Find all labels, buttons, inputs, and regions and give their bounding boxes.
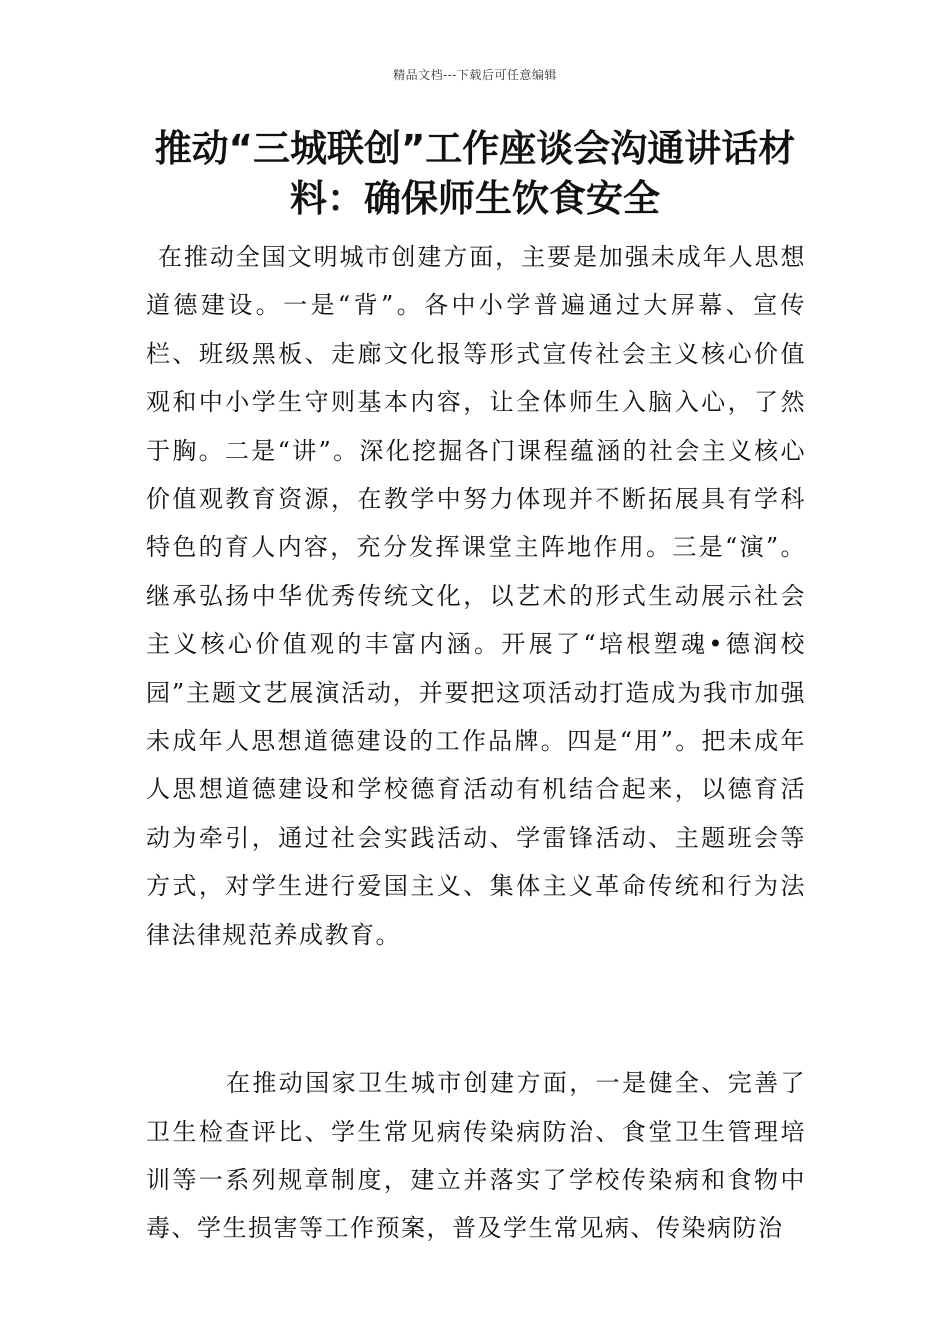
document-title: 推动“三城联创”工作座谈会沟通讲话材料：确保师生饮食安全 — [154, 127, 796, 220]
paragraph-gap — [146, 959, 806, 1059]
header-note: 精品文档---下载后可任意编辑 — [393, 68, 557, 82]
document-body — [146, 233, 806, 1253]
paragraph-civilized-city: 在推动全国文明城市创建方面，主要是加强未成年人思想道德建设。一是“背”。各中小学普遍通过大屏幕、宣传栏、班级黑板、走廊文化报等形式宣传社会主义核心价值观和中小学生守则基本内容，让全体师生入脑入心，了然于胸。二是“讲”。深化挖掘各门课程蕴涵的社会主义核心价值观教育资源，在教学中努力体现并不断拓展具有学科特色的育人内容，充分发挥课堂主阵地作用。三是“演”。继承弘扬中华优秀传统文化，以艺术的形式生动展示社会主义核心价值观的丰富内涵。开展了“培根塑魂•德润校园”主题文艺展演活动，并要把这项活动打造成为我市加强未成年人思想道德建设的工作品牌。四是“用”。把未成年人思想道德建设和学校德育活动有机结合起来，以德育活动为牵引，通过社会实践活动、学雷锋活动、主题班会等方式，对学生进行爱国主义、集体主义革命传统和行为法律法律规范养成教育。 — [146, 243, 806, 949]
paragraph-health-city: 在推动国家卫生城市创建方面，一是健全、完善了卫生检查评比、学生常见病传染病防治、食堂卫生管理培训等一系列规章制度，建立并落实了学校传染病和食物中毒、学生损害等工作预案，普及学生常见病、传染病防治 — [146, 1069, 806, 1243]
